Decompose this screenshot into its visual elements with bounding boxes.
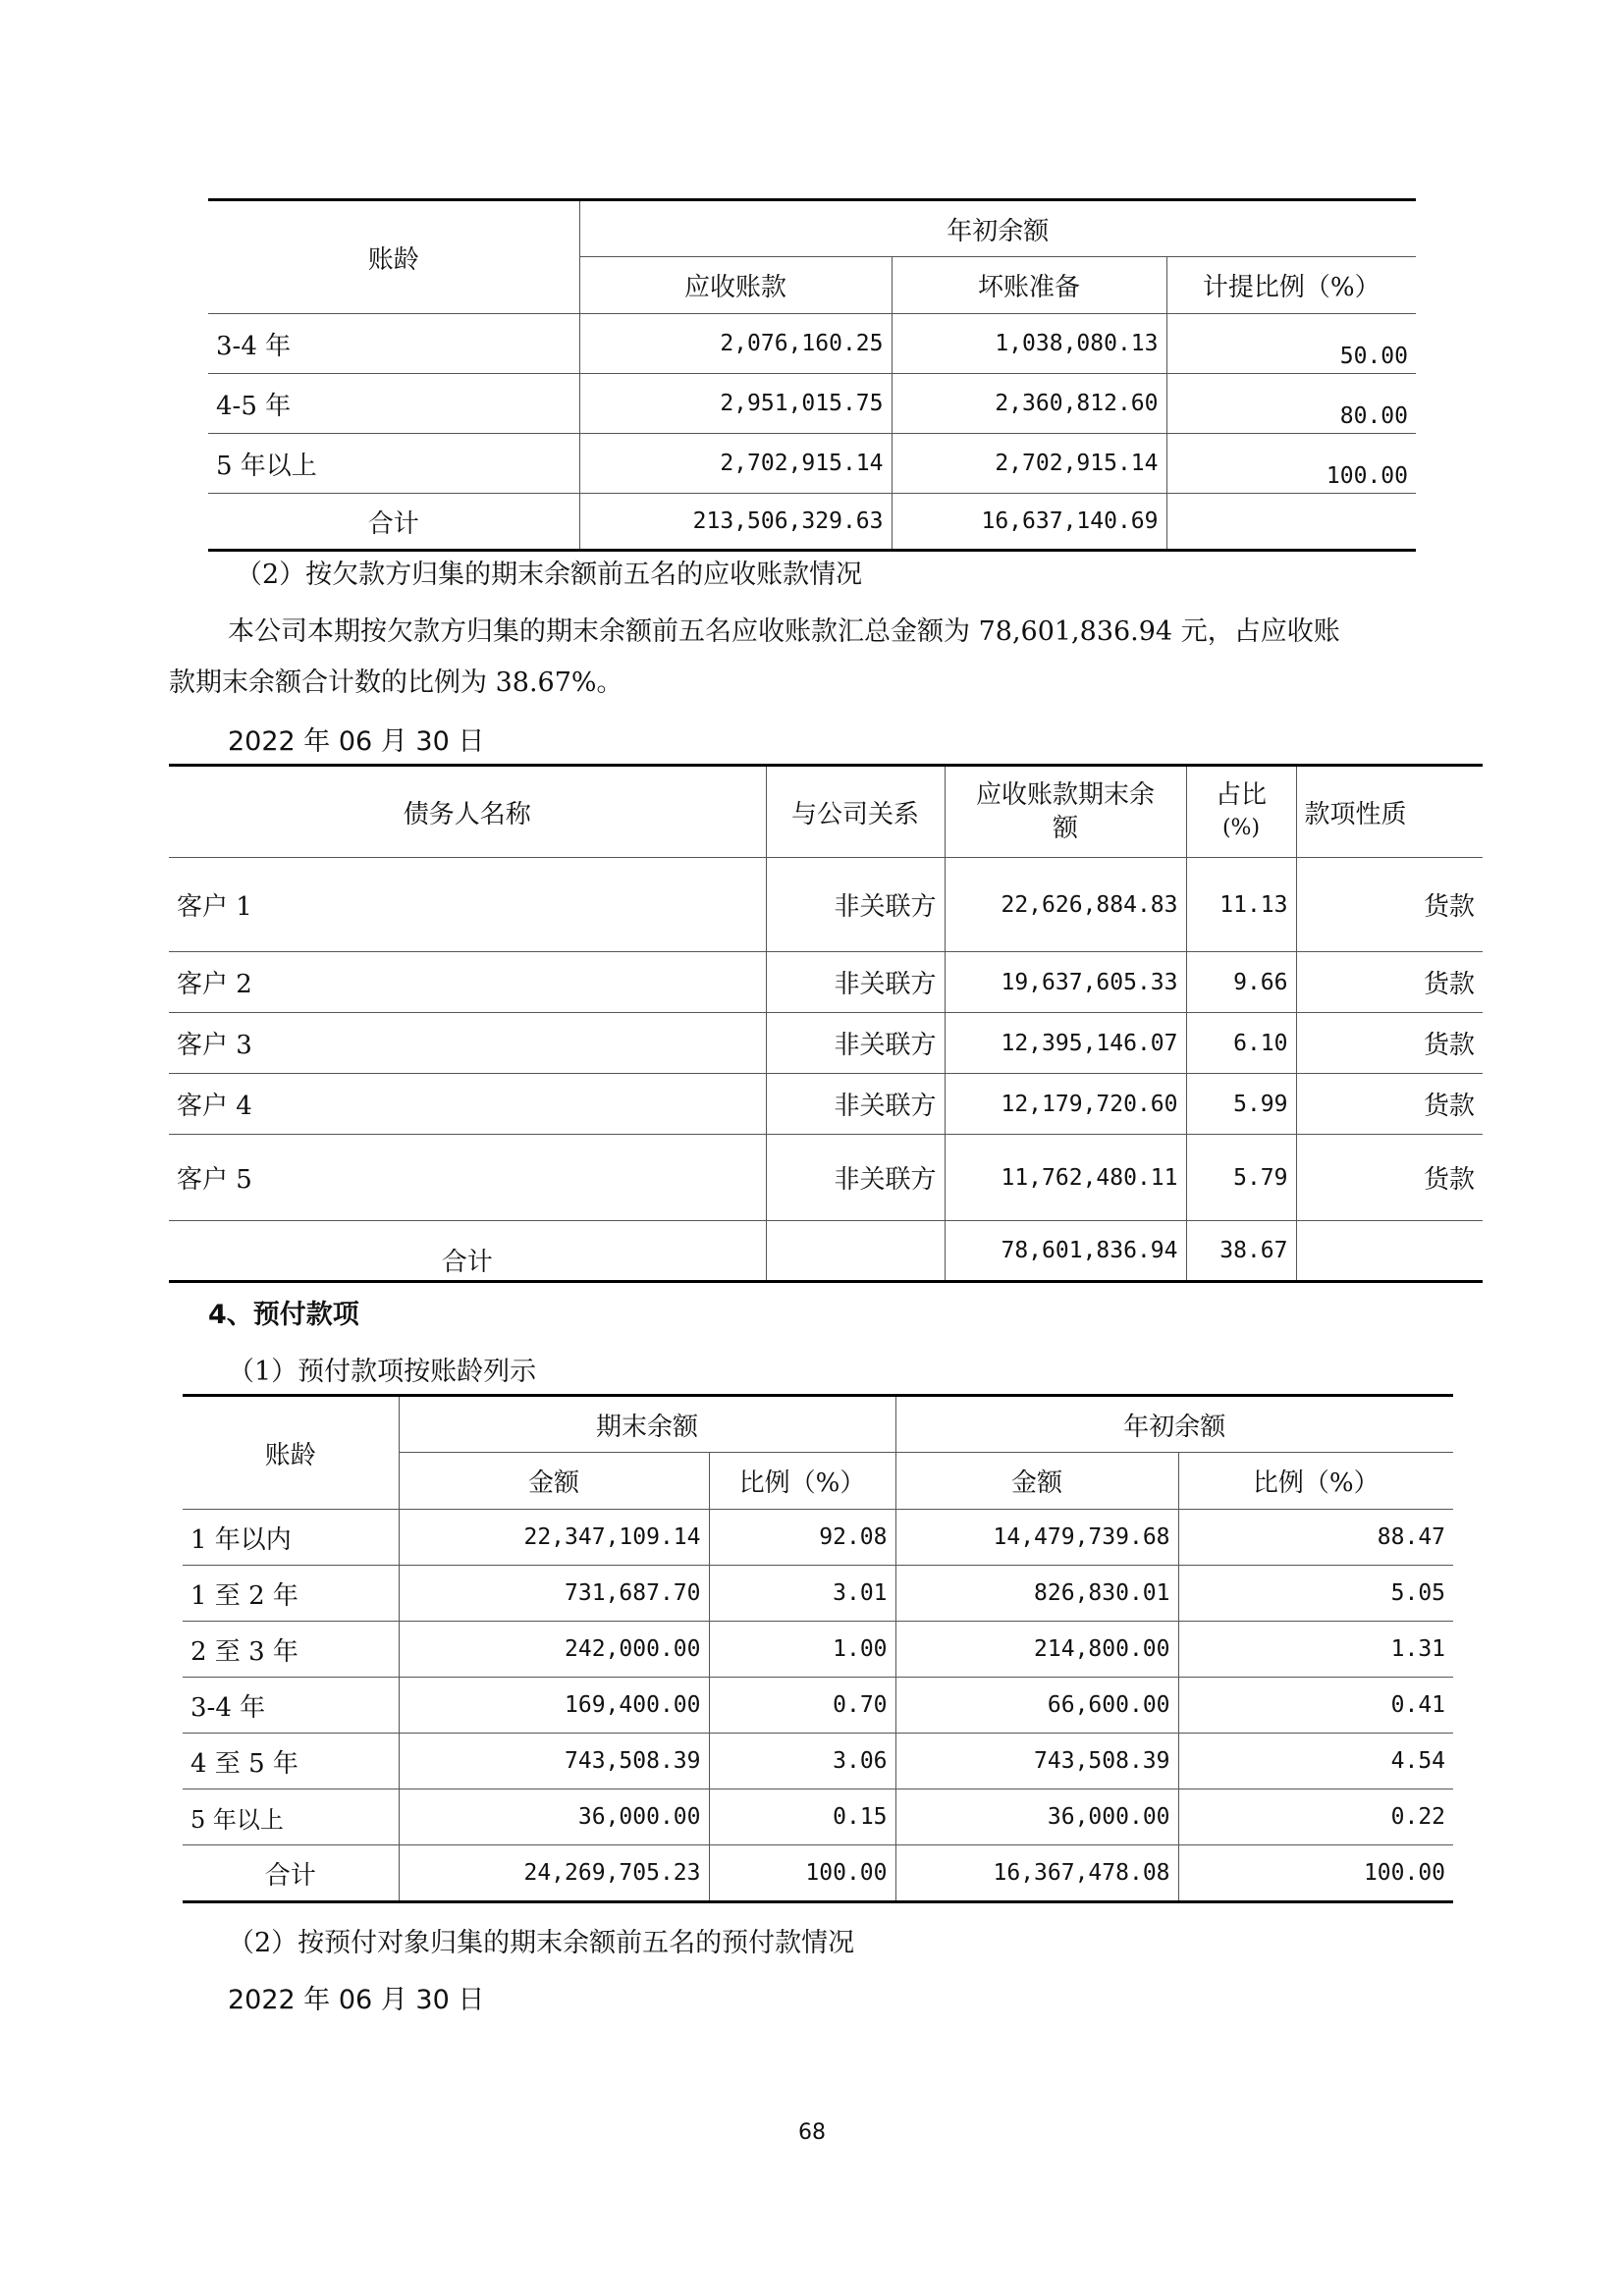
table-row [183, 1510, 1453, 1566]
share-header-line2: (%) [1221, 816, 1261, 840]
closing-ratio: 0.15 [709, 1789, 895, 1845]
table-row [169, 952, 1483, 1013]
table-row [183, 1734, 1453, 1789]
relation: 非关联方 [766, 1074, 945, 1135]
closing-amount: 22,347,109.14 [399, 1510, 709, 1566]
amount: 12,179,720.60 [945, 1074, 1186, 1135]
opening-balance-header: 年初余额 [579, 200, 1416, 257]
closing-ratio: 92.08 [709, 1510, 895, 1566]
total-label: 合计 [208, 494, 579, 551]
total-amount: 78,601,836.94 [945, 1221, 1186, 1282]
row-label: 5 年以上 [208, 434, 579, 494]
total-row [169, 1221, 1483, 1282]
row-provision: 2,360,812.60 [892, 374, 1166, 434]
table-row [208, 314, 1416, 374]
section2-title: （2）按欠款方归集的期末余额前五名的应收账款情况 [236, 560, 863, 590]
table-row [183, 1622, 1453, 1678]
closing-amount: 743,508.39 [399, 1734, 709, 1789]
share-header-line1: 占比 [1215, 780, 1267, 810]
opening-amount-header: 金额 [895, 1453, 1178, 1510]
opening-balance-header: 年初余额 [895, 1396, 1453, 1453]
debtor-name-header: 债务人名称 [169, 766, 766, 858]
amount: 11,762,480.11 [945, 1135, 1186, 1221]
opening-amount: 826,830.01 [895, 1566, 1178, 1622]
date-label-2: 2022 年 06 月 30 日 [228, 1985, 485, 2015]
page-number: 68 [798, 2120, 826, 2145]
total-provision: 16,637,140.69 [892, 494, 1166, 551]
provision-header: 坏账准备 [892, 257, 1166, 314]
row-label: 5 年以上 [183, 1789, 399, 1845]
top5-receivables-table [169, 764, 1483, 1283]
amount: 22,626,884.83 [945, 858, 1186, 952]
opening-ratio-header: 比例（%） [1178, 1453, 1453, 1510]
table-row [183, 1678, 1453, 1734]
section4-title: 4、预付款项 [208, 1300, 359, 1330]
row-ratio: 100.00 [1166, 434, 1416, 494]
nature: 货款 [1296, 1013, 1483, 1074]
total-receivable: 213,506,329.63 [579, 494, 892, 551]
total-row [183, 1845, 1453, 1902]
relation-header: 与公司关系 [766, 766, 945, 858]
total-closing-amount: 24,269,705.23 [399, 1845, 709, 1902]
total-label: 合计 [169, 1221, 766, 1282]
share-header [1186, 766, 1296, 858]
ratio-header: 计提比例（%） [1166, 257, 1416, 314]
amount: 19,637,605.33 [945, 952, 1186, 1013]
date-label-1: 2022 年 06 月 30 日 [228, 726, 485, 757]
amount: 12,395,146.07 [945, 1013, 1186, 1074]
prepayments-aging-table [183, 1394, 1453, 1903]
debtor-name: 客户 5 [169, 1135, 766, 1221]
row-receivable: 2,702,915.14 [579, 434, 892, 494]
closing-ratio-header: 比例（%） [709, 1453, 895, 1510]
row-provision: 1,038,080.13 [892, 314, 1166, 374]
amount-header-line1: 应收账款期末余 [975, 780, 1155, 810]
nature: 货款 [1296, 952, 1483, 1013]
table-row [208, 374, 1416, 434]
closing-amount: 731,687.70 [399, 1566, 709, 1622]
section2-paragraph-line2: 款期末余额合计数的比例为 38.67%。 [169, 667, 623, 698]
total-ratio [1166, 494, 1416, 551]
nature: 货款 [1296, 1074, 1483, 1135]
row-label: 2 至 3 年 [183, 1622, 399, 1678]
total-opening-amount: 16,367,478.08 [895, 1845, 1178, 1902]
relation: 非关联方 [766, 952, 945, 1013]
closing-ratio: 1.00 [709, 1622, 895, 1678]
section4-subtitle-1: （1）预付款项按账龄列示 [228, 1357, 537, 1387]
aging-header: 账龄 [183, 1396, 399, 1510]
section4-subtitle-2: （2）按预付对象归集的期末余额前五名的预付款情况 [228, 1928, 855, 1958]
row-receivable: 2,076,160.25 [579, 314, 892, 374]
share: 11.13 [1186, 858, 1296, 952]
closing-ratio: 3.01 [709, 1566, 895, 1622]
opening-amount: 743,508.39 [895, 1734, 1178, 1789]
table-row [208, 434, 1416, 494]
nature: 货款 [1296, 1135, 1483, 1221]
amount-header [945, 766, 1186, 858]
table-row [183, 1789, 1453, 1845]
opening-ratio: 4.54 [1178, 1734, 1453, 1789]
table-row [169, 1013, 1483, 1074]
share: 6.10 [1186, 1013, 1296, 1074]
closing-amount: 169,400.00 [399, 1678, 709, 1734]
row-label: 3-4 年 [183, 1678, 399, 1734]
opening-amount: 14,479,739.68 [895, 1510, 1178, 1566]
relation: 非关联方 [766, 1135, 945, 1221]
total-relation-empty [766, 1221, 945, 1282]
opening-amount: 214,800.00 [895, 1622, 1178, 1678]
opening-amount: 36,000.00 [895, 1789, 1178, 1845]
opening-ratio: 0.41 [1178, 1678, 1453, 1734]
debtor-name: 客户 3 [169, 1013, 766, 1074]
row-label: 4-5 年 [208, 374, 579, 434]
table-row [169, 1135, 1483, 1221]
debtor-name: 客户 2 [169, 952, 766, 1013]
opening-amount: 66,600.00 [895, 1678, 1178, 1734]
aging-receivables-table [208, 198, 1416, 552]
row-ratio: 50.00 [1166, 314, 1416, 374]
closing-balance-header: 期末余额 [399, 1396, 895, 1453]
debtor-name: 客户 4 [169, 1074, 766, 1135]
relation: 非关联方 [766, 1013, 945, 1074]
opening-ratio: 88.47 [1178, 1510, 1453, 1566]
share: 5.99 [1186, 1074, 1296, 1135]
closing-ratio: 3.06 [709, 1734, 895, 1789]
table-row [169, 858, 1483, 952]
table-row [169, 1074, 1483, 1135]
section2-paragraph-line1: 本公司本期按欠款方归集的期末余额前五名应收账款汇总金额为 78,601,836.94 元，占应收账 [228, 616, 1340, 647]
total-share: 38.67 [1186, 1221, 1296, 1282]
total-label: 合计 [183, 1845, 399, 1902]
receivable-header: 应收账款 [579, 257, 892, 314]
nature-header: 款项性质 [1296, 766, 1483, 858]
row-provision: 2,702,915.14 [892, 434, 1166, 494]
debtor-name: 客户 1 [169, 858, 766, 952]
table-row [183, 1566, 1453, 1622]
opening-ratio: 5.05 [1178, 1566, 1453, 1622]
row-receivable: 2,951,015.75 [579, 374, 892, 434]
closing-amount: 242,000.00 [399, 1622, 709, 1678]
row-label: 1 年以内 [183, 1510, 399, 1566]
amount-header-line2: 额 [1052, 814, 1078, 843]
total-opening-ratio: 100.00 [1178, 1845, 1453, 1902]
row-label: 1 至 2 年 [183, 1566, 399, 1622]
nature: 货款 [1296, 858, 1483, 952]
total-row [208, 494, 1416, 551]
closing-ratio: 0.70 [709, 1678, 895, 1734]
total-closing-ratio: 100.00 [709, 1845, 895, 1902]
total-nature-empty [1296, 1221, 1483, 1282]
share: 9.66 [1186, 952, 1296, 1013]
opening-ratio: 1.31 [1178, 1622, 1453, 1678]
relation: 非关联方 [766, 858, 945, 952]
aging-header: 账龄 [208, 200, 579, 314]
closing-amount-header: 金额 [399, 1453, 709, 1510]
row-label: 4 至 5 年 [183, 1734, 399, 1789]
closing-amount: 36,000.00 [399, 1789, 709, 1845]
row-label: 3-4 年 [208, 314, 579, 374]
row-ratio: 80.00 [1166, 374, 1416, 434]
opening-ratio: 0.22 [1178, 1789, 1453, 1845]
share: 5.79 [1186, 1135, 1296, 1221]
